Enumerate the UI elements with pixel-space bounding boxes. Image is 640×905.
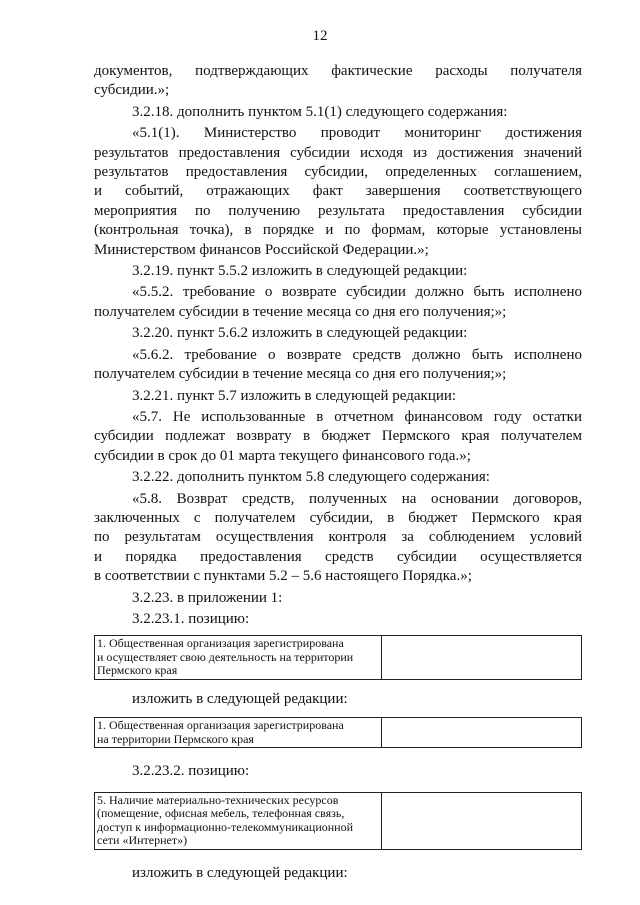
- table-cell-criterion: [95, 792, 382, 849]
- text-line: документов, подтверждающих фактические расходы получателя: [94, 63, 582, 79]
- table-cell-empty: [382, 636, 582, 680]
- text-line: «5.7. Не использованные в отчетном финансовом году остатки: [132, 408, 582, 425]
- paragraph-3-2-18: 3.2.18. дополнить пунктом 5.1(1) следующего содержания:: [132, 103, 508, 120]
- table-cell-criterion: [95, 718, 382, 748]
- text-line: (контрольная точка), в порядке и по формам, которые установлены: [94, 222, 582, 239]
- table-cell-line: доступ к информационно-телекоммуникационной: [97, 819, 354, 834]
- text-line: субсидии.»;: [94, 82, 170, 99]
- paragraph-3-2-20: 3.2.20. пункт 5.6.2 изложить в следующей редакции:: [132, 325, 468, 342]
- paragraph-3-2-22: 3.2.22. дополнить пунктом 5.8 следующего содержания:: [132, 469, 490, 486]
- table-cell-line: и осуществляет свою деятельность на территории: [97, 649, 354, 664]
- table-cell-line: 1. Общественная организация зарегистрирована: [97, 636, 344, 651]
- text-line: результатов предоставления субсидии, определенных соглашением,: [94, 164, 582, 181]
- text-line: мероприятия по получению результата предоставления субсидии: [94, 202, 582, 219]
- table-cell-line: Пермского края: [97, 663, 178, 678]
- table-cell-line: на территории Пермского края: [97, 731, 254, 746]
- text-line: результатов предоставления субсидии исходя из достижения значений: [94, 144, 582, 161]
- text-line: Министерством финансов Российской Федерации.»;: [94, 241, 429, 258]
- table-cell-empty: [382, 718, 582, 748]
- text-line: и событий, отражающих факт завершения соответствующего: [94, 183, 582, 200]
- text-line: в соответствии с пунктами 5.2 – 5.6 настоящего Порядка.»;: [94, 568, 472, 585]
- text-line: «5.6.2. требование о возврате средств должно быть исполнено: [132, 346, 582, 363]
- position-table-old-1: [94, 635, 582, 680]
- text-line: «5.8. Возврат средств, полученных на основании договоров,: [132, 490, 582, 507]
- text-line: субсидии подлежат возврату в бюджет Пермского края получателем: [94, 428, 582, 445]
- paragraph-3-2-19: 3.2.19. пункт 5.5.2 изложить в следующей редакции:: [132, 263, 468, 280]
- table-cell-line: 5. Наличие материально-технических ресурсов: [97, 792, 339, 807]
- text-line: «5.5.2. требование о возврате субсидии должно быть исполнено: [132, 284, 582, 301]
- paragraph-3-2-23-2: 3.2.23.2. позицию:: [132, 763, 250, 780]
- paragraph-3-2-23-1: 3.2.23.1. позицию:: [132, 610, 250, 627]
- position-table-old-5: [94, 792, 582, 850]
- table-cell-empty: [382, 792, 582, 849]
- table-cell-line: (помещение, офисная мебель, телефонная связь,: [97, 806, 345, 821]
- table-cell-line: 1. Общественная организация зарегистрирована: [97, 718, 344, 733]
- text-line: получателем субсидии в течение месяца со дня его получения;»;: [94, 366, 507, 383]
- page-number: 12: [312, 28, 328, 44]
- position-table-new-1: [94, 717, 582, 748]
- text-line: по результатам осуществления контроля за соблюдением условий: [94, 529, 582, 546]
- paragraph-3-2-21: 3.2.21. пункт 5.7 изложить в следующей редакции:: [132, 387, 457, 404]
- document-body: [94, 62, 582, 883]
- text-line: субсидии в срок до 01 марта текущего финансового года.»;: [94, 447, 471, 464]
- paragraph-3-2-23: 3.2.23. в приложении 1:: [132, 589, 283, 606]
- text-line: и порядка предоставления средств субсидии осуществляется: [94, 548, 582, 565]
- table-cell-criterion: [95, 636, 382, 680]
- text-line: «5.1(1). Министерство проводит мониторинг достижения: [132, 125, 582, 142]
- paragraph-redaction: изложить в следующей редакции:: [132, 864, 348, 881]
- text-line: получателем субсидии в течение месяца со дня его получения;»;: [94, 303, 507, 320]
- paragraph-redaction: изложить в следующей редакции:: [132, 690, 348, 707]
- text-line: заключенных с получателем субсидии, в бюджет Пермского края: [94, 509, 582, 526]
- table-cell-line: сети «Интернет»): [97, 833, 188, 848]
